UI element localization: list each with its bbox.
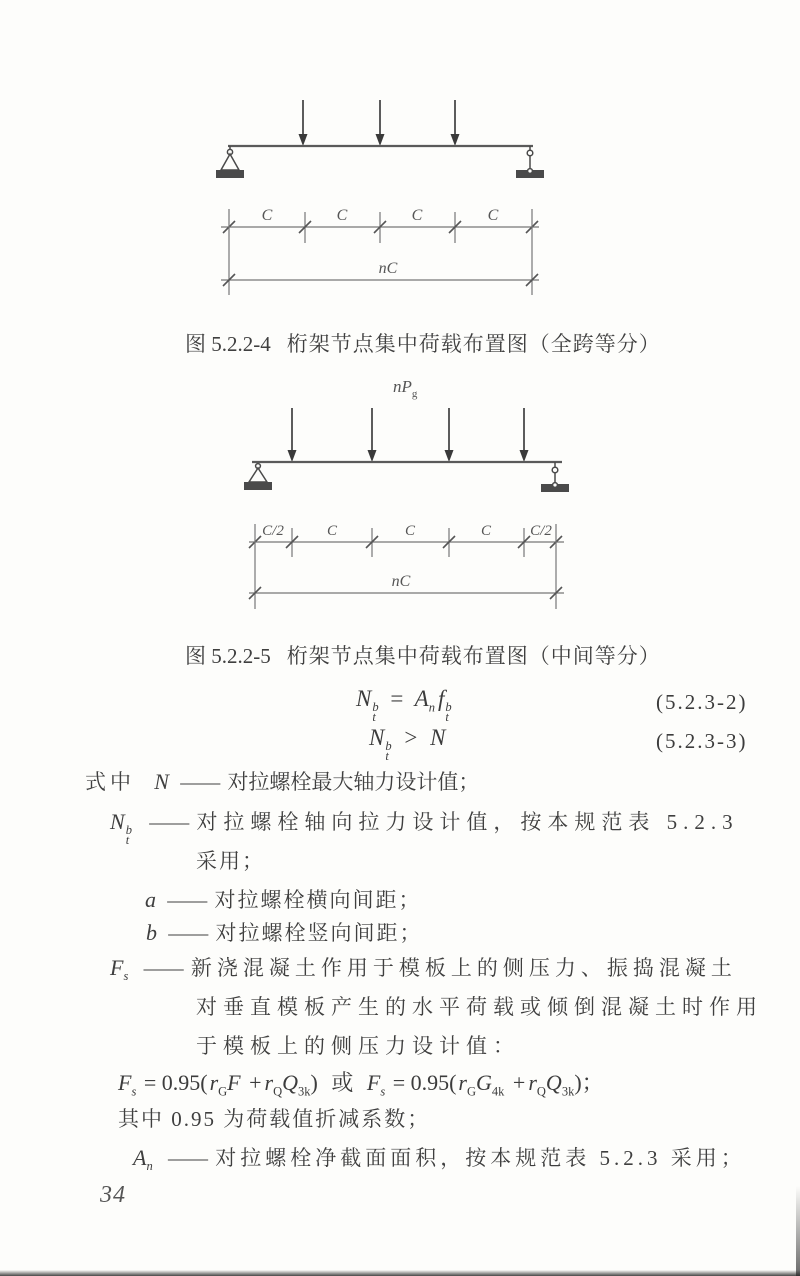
def-symbol: A <box>133 1145 147 1170</box>
formula-subscript: G <box>218 1084 228 1099</box>
formula-subscript: G <box>466 1084 477 1099</box>
def-text: 新浇混凝土作用于模板上的侧压力、振捣混凝土 <box>190 956 737 980</box>
def-text: 对拉螺栓横向间距； <box>214 888 422 912</box>
formula-symbol: r <box>528 1070 537 1095</box>
def-text: 对拉螺栓最大轴力设计值； <box>227 770 480 794</box>
formula-subscript: 4k <box>491 1084 505 1099</box>
pin-support-icon <box>216 146 244 178</box>
figure-title: 桁架节点集中荷载布置图（全跨等分） <box>286 332 661 356</box>
figure-title: 桁架节点集中荷载布置图（中间等分） <box>286 644 661 668</box>
definition-line-a <box>145 884 422 914</box>
roller-support-icon <box>516 146 544 178</box>
formula-symbol: r <box>458 1070 467 1095</box>
formula-paren: )； <box>574 1070 604 1095</box>
segment-label: C <box>487 207 499 224</box>
eq-relation: > <box>404 725 418 750</box>
def-text: 于模板上的侧压力设计值： <box>196 1034 520 1058</box>
def-text: 对拉螺栓竖向间距； <box>215 921 423 945</box>
def-dash: —— <box>180 770 219 794</box>
figure-5224-caption <box>185 328 661 358</box>
figure-5225-diagram <box>225 372 595 622</box>
def-dash: —— <box>168 921 207 945</box>
formula-subscript: Q <box>273 1084 283 1099</box>
page-number: 34 <box>100 1182 126 1208</box>
definition-line-Fs <box>110 952 737 984</box>
definition-continuation <box>196 845 265 875</box>
eq-relation: = <box>390 686 404 711</box>
formula-paren: ) <box>310 1070 318 1095</box>
segment-label: C <box>404 523 416 539</box>
definition-line-N <box>85 766 479 796</box>
definition-continuation <box>196 1030 520 1060</box>
eq-superscript: b <box>385 739 392 753</box>
def-dash: —— <box>167 1146 206 1170</box>
formula-subscript: s <box>131 1084 137 1099</box>
fs-formula <box>118 1066 604 1099</box>
eq-symbol: N <box>369 725 385 750</box>
def-subscript: s <box>123 969 129 984</box>
segment-label: C <box>480 523 492 539</box>
eq-subscript: t <box>372 710 376 724</box>
formula-subscript: 3k <box>561 1084 575 1099</box>
scan-edge-bottom <box>0 1270 800 1276</box>
def-text: 对拉螺栓净截面面积，按本规范表 5.2.3 采用； <box>215 1146 746 1170</box>
eq-superscript: b <box>445 700 452 714</box>
def-symbol: b <box>146 920 157 945</box>
def-dash: —— <box>167 888 206 912</box>
total-span-label: nC <box>391 573 411 590</box>
formula-subscript: 3k <box>298 1084 311 1099</box>
eq-superscript: b <box>372 700 379 714</box>
def-subscript: t <box>125 833 130 847</box>
def-text: 采用； <box>196 849 265 873</box>
pin-support-icon <box>244 464 272 490</box>
scan-edge-right <box>796 1186 800 1276</box>
equation-5232 <box>356 686 452 722</box>
def-text: 对垂直模板产生的水平荷载或倾倒混凝土时作用 <box>196 995 763 1019</box>
def-symbol: N <box>154 769 169 794</box>
segment-label: C <box>261 207 273 224</box>
segment-label: C <box>326 523 338 539</box>
figure-number: 图 5.2.2-4 <box>185 332 271 356</box>
segment-labels <box>262 523 552 539</box>
equation-5233 <box>369 725 445 761</box>
formula-symbol: F <box>366 1070 381 1095</box>
segment-label: C/2 <box>262 523 284 539</box>
equation-number: (5.2.3-3) <box>656 729 748 753</box>
formula-operator: + <box>512 1070 526 1095</box>
eq-symbol: N <box>430 725 446 750</box>
def-subscript: n <box>146 1159 153 1174</box>
formula-operator: = 0.95( <box>392 1070 457 1095</box>
formula-symbol: r <box>264 1070 274 1095</box>
formula-symbol: F <box>118 1070 132 1095</box>
definition-continuation <box>196 991 763 1021</box>
formula-subscript: Q <box>536 1084 546 1099</box>
equation-number: (5.2.3-2) <box>656 690 748 714</box>
eq-subscript: t <box>385 749 389 763</box>
where-lead: 式中 <box>85 770 135 794</box>
definition-line-Ntb <box>110 806 739 845</box>
eq-subscript: n <box>428 700 435 715</box>
total-span-label: nC <box>378 260 398 277</box>
def-symbol: a <box>145 887 156 912</box>
definition-line-An <box>133 1142 746 1174</box>
eq-symbol: A <box>414 686 429 711</box>
figure-5225-caption <box>185 640 661 670</box>
figure-5224-diagram <box>185 88 555 298</box>
reduction-note: 其中 0.95 为荷载值折减系数； <box>118 1107 431 1131</box>
roller-support-icon <box>541 462 569 492</box>
definition-line-b <box>146 917 423 947</box>
load-total-label: $nP_g$ <box>393 377 418 400</box>
formula-or: 或 <box>331 1070 354 1095</box>
formula-symbol: Q <box>282 1070 299 1095</box>
formula-symbol: F <box>227 1070 241 1095</box>
def-symbol: N <box>110 809 125 834</box>
formula-operator: + <box>249 1070 262 1095</box>
def-superscript: b <box>125 823 132 837</box>
formula-operator: = 0.95( <box>143 1070 208 1095</box>
eq-subscript: t <box>445 710 449 724</box>
def-dash: —— <box>149 810 188 834</box>
formula-subscript: s <box>380 1084 386 1099</box>
formula-symbol: Q <box>545 1070 562 1095</box>
def-text: 对拉螺栓轴向拉力设计值，按本规范表 5.2.3 <box>196 810 739 834</box>
segment-label: C <box>336 207 348 224</box>
figure-number: 图 5.2.2-5 <box>185 644 271 668</box>
load-arrows <box>299 100 460 146</box>
eq-symbol: N <box>356 686 372 711</box>
def-dash: —— <box>143 956 182 980</box>
segment-label: C/2 <box>530 523 552 539</box>
formula-symbol: G <box>476 1070 492 1095</box>
formula-symbol: r <box>209 1070 219 1095</box>
segment-label: C <box>411 207 423 224</box>
def-symbol: F <box>110 955 124 980</box>
eq-symbol: f <box>437 686 445 711</box>
load-arrows <box>288 408 529 462</box>
